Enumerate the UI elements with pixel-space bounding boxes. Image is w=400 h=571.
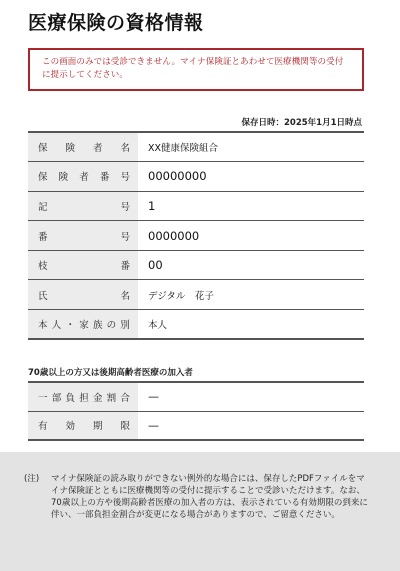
label-char: 記	[38, 201, 48, 213]
label-char: 保	[38, 172, 48, 184]
label-char: 合	[120, 392, 130, 404]
label-char: 本	[38, 320, 48, 332]
row-label-text	[38, 229, 130, 243]
row-label	[28, 280, 138, 310]
label-char: 別	[120, 320, 130, 332]
insurance-info-table	[28, 131, 364, 340]
table-row	[28, 191, 364, 221]
elder-section-heading: 70歳以上の方又は後期高齢者医療の加入者	[28, 368, 193, 378]
row-value: 1	[148, 198, 156, 213]
note-row	[24, 473, 370, 521]
label-char: 負	[65, 392, 75, 404]
label-char: 期	[92, 421, 103, 433]
page-title: 医療保険の資格情報	[28, 12, 204, 34]
label-char: 担	[79, 392, 89, 404]
note-box	[0, 452, 400, 571]
row-label-text	[38, 140, 130, 154]
row-value: デジタル 花子	[148, 290, 214, 302]
label-char: 号	[120, 201, 130, 213]
label-char: 名	[120, 143, 130, 155]
label-char: 限	[120, 421, 130, 433]
note-label: (注)	[24, 474, 40, 484]
label-char: 番	[99, 172, 110, 184]
label-char: 効	[65, 421, 75, 433]
label-char: 家	[79, 320, 89, 332]
table-row	[28, 280, 364, 310]
row-label	[28, 250, 138, 280]
row-label	[28, 191, 138, 221]
row-label-text	[38, 390, 130, 404]
row-label-text	[38, 288, 130, 302]
label-char: 割	[106, 392, 117, 404]
row-value: —	[148, 418, 159, 432]
label-char: 有	[38, 421, 48, 433]
row-label-text	[38, 317, 130, 331]
label-char: 族	[92, 320, 103, 332]
label-char: 保	[38, 143, 48, 155]
row-label	[28, 382, 138, 411]
label-char: 名	[120, 290, 130, 302]
row-value: XX健康保険組合	[148, 143, 219, 155]
row-value: 0000000	[148, 228, 200, 243]
row-label-text	[38, 199, 130, 213]
label-char: 金	[92, 392, 103, 404]
row-label-text	[38, 418, 130, 432]
label-char: 枝	[38, 261, 48, 273]
label-char: 人	[51, 320, 62, 332]
elder-info-table	[28, 381, 364, 441]
warning-text: この画面のみでは受診できません。マイナ保険証とあわせて医療機関等の受付に提示してください。	[42, 57, 344, 80]
row-value: 00000000	[148, 169, 207, 184]
label-char: 号	[120, 231, 130, 243]
table-row	[28, 250, 364, 280]
label-char: 一	[38, 392, 48, 404]
row-label	[28, 411, 138, 440]
warning-box	[28, 48, 364, 91]
row-value: —	[148, 390, 159, 404]
label-char: 号	[120, 172, 130, 184]
table-row	[28, 411, 364, 440]
label-char: 者	[79, 172, 89, 184]
label-char: ・	[65, 320, 75, 332]
label-char: 険	[65, 143, 75, 155]
label-char: 番	[120, 261, 130, 273]
row-label-text	[38, 258, 130, 272]
table-row	[28, 221, 364, 251]
saved-at-timestamp: 保存日時：2025年1月1日時点	[241, 118, 362, 128]
row-label	[28, 221, 138, 251]
row-label	[28, 132, 138, 162]
row-label-text	[38, 169, 130, 183]
row-label	[28, 162, 138, 192]
label-char: 番	[38, 231, 48, 243]
row-value: 00	[148, 258, 163, 273]
table-row	[28, 382, 364, 411]
note-text: マイナ保険証の読み取りができない例外的な場合には、保存したPDFファイルをマイナ保険証とともに医療機関等の受付に提示することで受診いただけます。なお、70歳以上の方や後期高齢者医療の加入者の方は、表示されている有効期限の到来に伴い、一部負担金割合が変更になる場合がありますので、ご留意ください。	[51, 474, 368, 520]
table-row	[28, 132, 364, 162]
label-char: の	[106, 320, 117, 332]
label-char: 者	[92, 143, 103, 155]
label-char: 部	[51, 392, 62, 404]
label-char: 険	[58, 172, 69, 184]
table-row	[28, 162, 364, 192]
row-value: 本人	[148, 320, 168, 332]
row-label	[28, 310, 138, 340]
table-row	[28, 310, 364, 340]
label-char: 氏	[38, 290, 48, 302]
